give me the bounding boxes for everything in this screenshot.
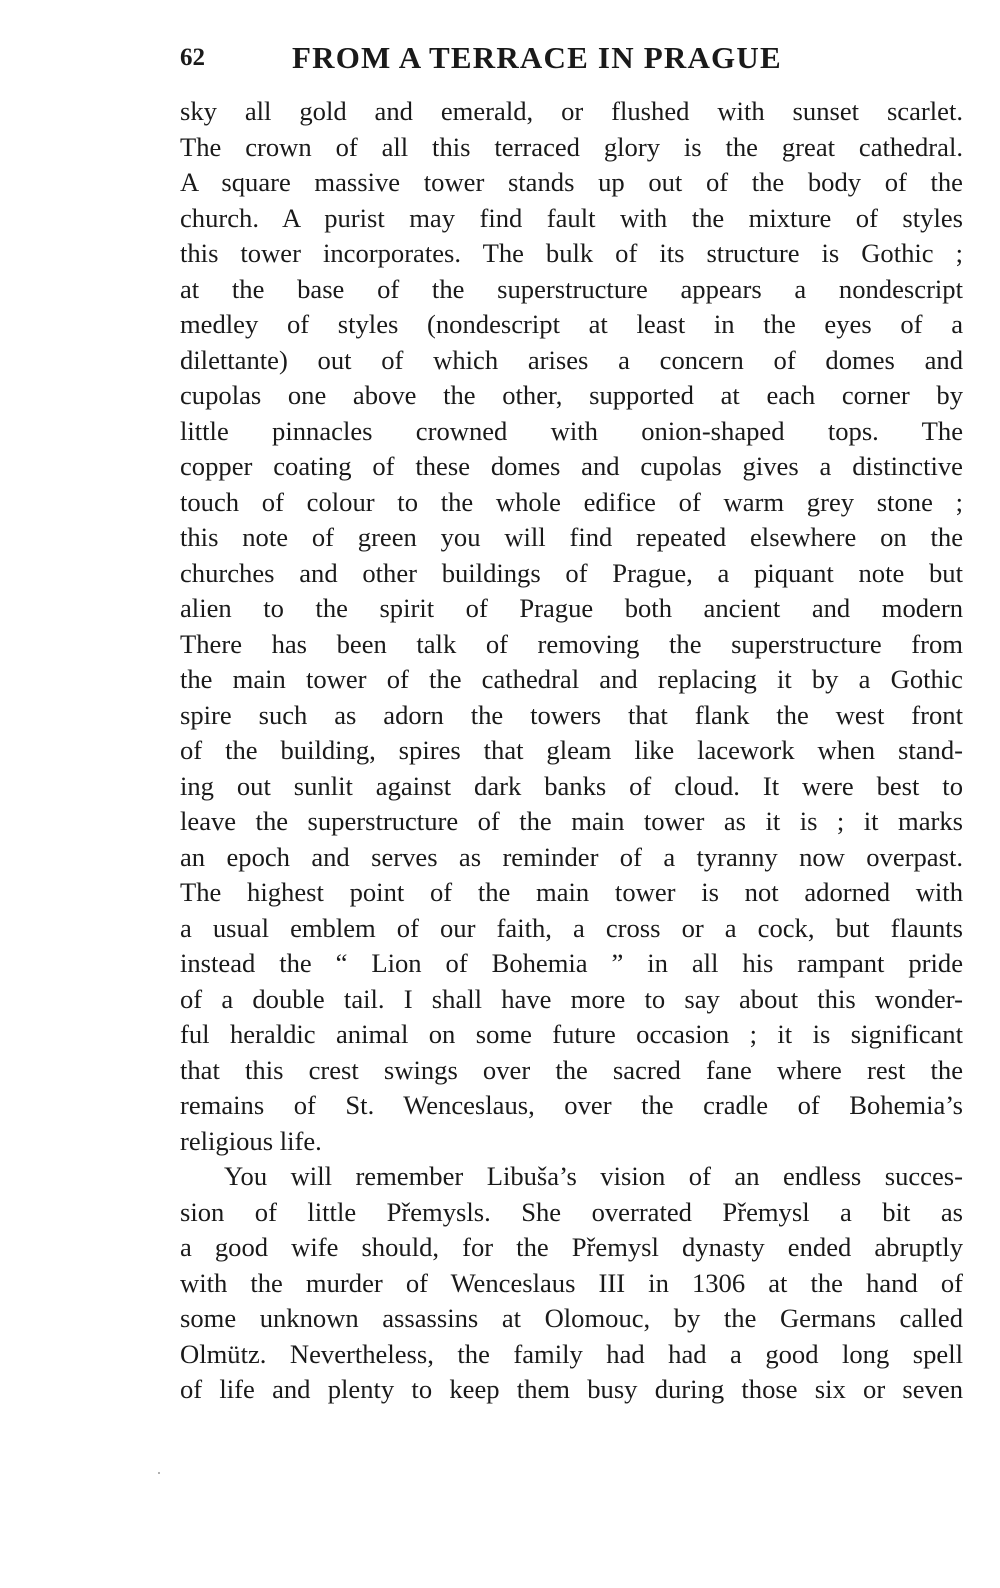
- text-line: sion of little Přemysls. She overrated Přemysl a bit as: [180, 1196, 963, 1227]
- text-line: of life and plenty to keep them busy during those six or seven: [180, 1374, 963, 1404]
- text-line: an epoch and serves as reminder of a tyranny now overpast.: [180, 841, 963, 872]
- text-line: alien to the spirit of Prague both ancient and modern: [180, 593, 963, 623]
- text-line: spire such as adorn the towers that flank the west front: [180, 699, 963, 730]
- text-line: A square massive tower stands up out of the body of the: [180, 167, 963, 197]
- text-line: church. A purist may find fault with the mixture of styles: [180, 202, 963, 233]
- text-line: copper coating of these domes and cupolas gives a distinctive: [180, 451, 963, 481]
- running-title: FROM A TERRACE IN PRAGUE: [292, 40, 782, 75]
- text-line: churches and other buildings of Prague, a piquant note but: [180, 557, 963, 588]
- paragraph-start-line: You will remember Libuša’s vision of an endless succes-: [224, 1161, 963, 1191]
- text-line: cupolas one above the other, supported at each corner by: [180, 380, 963, 410]
- text-line: a usual emblem of our faith, a cross or a cock, but flaunts: [180, 912, 963, 943]
- text-line: There has been talk of removing the superstructure from: [180, 628, 963, 659]
- text-line: touch of colour to the whole edifice of warm grey stone ;: [180, 486, 963, 517]
- text-line: ing out sunlit against dark banks of cloud. It were best to: [180, 770, 963, 801]
- text-line: The highest point of the main tower is not adorned with: [180, 877, 963, 907]
- text-line: with the murder of Wenceslaus III in 1306 at the hand of: [180, 1267, 963, 1298]
- text-line: a good wife should, for the Přemysl dynasty ended abruptly: [180, 1232, 963, 1262]
- text-line: of a double tail. I shall have more to say about this wonder-: [180, 983, 963, 1014]
- text-line: little pinnacles crowned with onion-shaped tops. The: [180, 415, 963, 446]
- text-line: Olmütz. Nevertheless, the family had had a good long spell: [180, 1338, 963, 1369]
- text-line: this note of green you will find repeated elsewhere on the: [180, 522, 963, 552]
- page-number: 62: [180, 44, 205, 71]
- text-line: leave the superstructure of the main tower as it is ; it marks: [180, 806, 963, 836]
- body-text: [180, 94, 963, 1408]
- text-line: that this crest swings over the sacred fane where rest the: [180, 1054, 963, 1085]
- text-line: ful heraldic animal on some future occasion ; it is significant: [180, 1019, 963, 1049]
- text-line: some unknown assassins at Olomouc, by the Germans called: [180, 1303, 963, 1333]
- text-line: the main tower of the cathedral and replacing it by a Gothic: [180, 664, 963, 694]
- text-line: this tower incorporates. The bulk of its structure is Gothic ;: [180, 238, 963, 268]
- text-line: remains of St. Wenceslaus, over the cradle of Bohemia’s: [180, 1090, 963, 1120]
- text-line: dilettante) out of which arises a concern of domes and: [180, 344, 963, 375]
- paper-speck: [158, 1472, 160, 1474]
- text-line: of the building, spires that gleam like lacework when stand-: [180, 735, 963, 765]
- page-header: [180, 36, 970, 80]
- text-line: sky all gold and emerald, or flushed with sunset scarlet.: [180, 96, 963, 126]
- text-line: medley of styles (nondescript at least in the eyes of a: [180, 309, 963, 339]
- text-line: at the base of the superstructure appears a nondescript: [180, 273, 963, 304]
- text-line: religious life.: [180, 1125, 322, 1156]
- text-line: The crown of all this terraced glory is the great cathedral.: [180, 131, 963, 162]
- text-line: instead the “ Lion of Bohemia ” in all his rampant pride: [180, 948, 963, 978]
